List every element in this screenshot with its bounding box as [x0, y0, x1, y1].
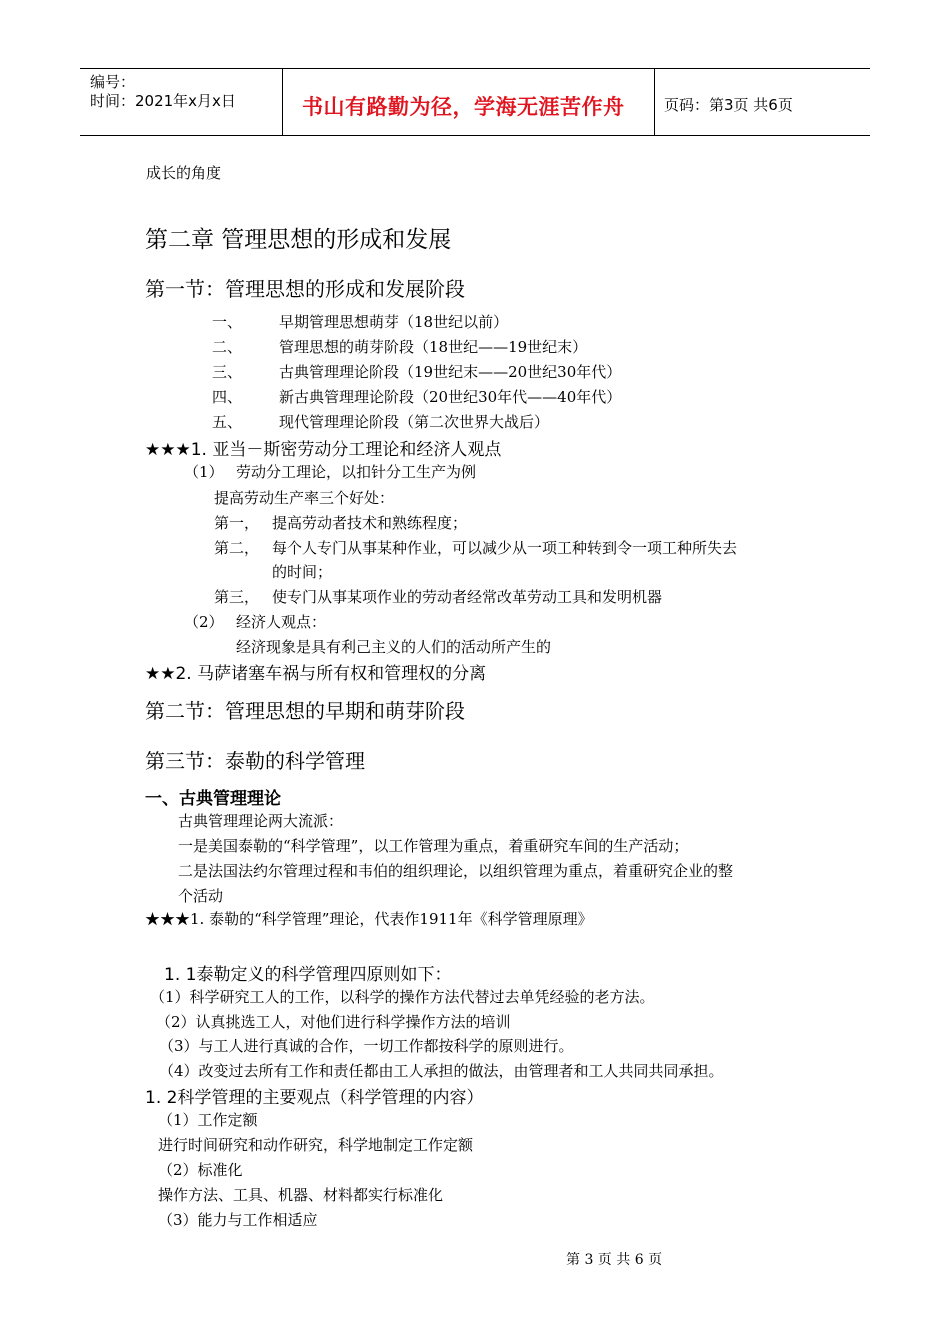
smith-item2-detail: 经济现象是具有利己主义的人们的活动所产生的 [236, 638, 552, 656]
principle-item: （2）认真挑选工人，对他们进行科学操作方法的培训 [156, 1013, 511, 1031]
stage-num: 一、 [212, 313, 243, 331]
footer-page-number: 第 3 页 共 6 页 [566, 1252, 663, 1268]
smith-item2-num: （2） [184, 613, 224, 631]
stage-text: 新古典管理理论阶段（20世纪30年代——40年代） [279, 388, 622, 406]
smith-heading: ★★★1. 亚当－斯密劳动分工理论和经济人观点 [145, 440, 502, 460]
benefit-label: 第二， [214, 539, 260, 557]
header-top-rule [80, 68, 870, 69]
benefit-text: 提高劳动者技术和熟练程度； [272, 514, 468, 532]
classic-heading: 一、古典管理理论 [145, 789, 281, 809]
classic-school-1: 一是美国泰勒的“科学管理”，以工作管理为重点，着重研究车间的生产活动； [178, 837, 689, 855]
header-bottom-rule [80, 135, 870, 136]
section1-title: 第一节：管理思想的形成和发展阶段 [145, 277, 465, 301]
section3-title: 第三节：泰勒的科学管理 [145, 749, 365, 773]
stage-num: 二、 [212, 338, 243, 356]
classic-intro: 古典管理理论两大流派： [178, 812, 344, 830]
view-detail: 操作方法、工具、机器、材料都实行标准化 [158, 1186, 444, 1204]
principle-item: （3）与工人进行真诚的合作，一切工作都按科学的原则进行。 [159, 1037, 574, 1055]
stage-text: 管理思想的萌芽阶段（18世纪——19世纪末） [279, 338, 588, 356]
smith-item2-text: 经济人观点： [236, 613, 327, 631]
classic-school-2-cont: 个活动 [178, 887, 224, 905]
stage-text: 早期管理思想萌芽（18世纪以前） [279, 313, 509, 331]
stage-num: 四、 [212, 388, 243, 406]
smith-item1-text: 劳动分工理论，以扣针分工生产为例 [236, 463, 477, 481]
intro-text: 成长的角度 [146, 164, 222, 182]
view-item: （1）工作定额 [158, 1111, 258, 1129]
mason-heading: ★★2. 马萨诸塞车祸与所有权和管理权的分离 [145, 664, 487, 684]
view-item: （2）标准化 [158, 1161, 243, 1179]
benefit-text: 使专门从事某项作业的劳动者经常改革劳动工具和发明机器 [272, 588, 663, 606]
view-detail: 进行时间研究和动作研究，科学地制定工作定额 [158, 1136, 474, 1154]
header-divider-left [282, 68, 283, 136]
views-heading: 1. 2科学管理的主要观点（科学管理的内容） [145, 1088, 484, 1108]
benefit-label: 第一， [214, 514, 260, 532]
view-item: （3）能力与工作相适应 [158, 1211, 318, 1229]
benefit-text-cont: 的时间； [272, 563, 333, 581]
section2-title: 第二节：管理思想的早期和萌芽阶段 [145, 699, 465, 723]
benefit-label: 第三， [214, 588, 260, 606]
stage-num: 五、 [212, 413, 243, 431]
principles-heading: 1. 1泰勒定义的科学管理四原则如下： [164, 965, 452, 985]
taylor-heading: ★★★1. 泰勒的“科学管理”理论，代表作1911年《科学管理原理》 [145, 910, 593, 928]
benefit-text: 每个人专门从事某种作业，可以减少从一项工种转到令一项工种所失去 [272, 539, 738, 557]
classic-school-2: 二是法国法约尔管理过程和韦伯的组织理论，以组织管理为重点，着重研究企业的整 [178, 862, 734, 880]
header-page-info: 页码：第3页 共6页 [664, 96, 793, 114]
header-divider-right [654, 68, 655, 136]
header-serial-label: 编号： [90, 73, 136, 91]
smith-item1-num: （1） [184, 463, 224, 481]
principle-item: （1）科学研究工人的工作，以科学的操作方法代替过去单凭经验的老方法。 [150, 988, 655, 1006]
stage-num: 三、 [212, 363, 243, 381]
header-motto: 书山有路勤为径，学海无涯苦作舟 [302, 95, 625, 119]
smith-benefits: 提高劳动生产率三个好处： [214, 489, 395, 507]
header-date: 时间：2021年x月x日 [90, 92, 236, 110]
stage-text: 现代管理理论阶段（第二次世界大战后） [279, 413, 550, 431]
stage-text: 古典管理理论阶段（19世纪末——20世纪30年代） [279, 363, 622, 381]
principle-item: （4）改变过去所有工作和责任都由工人承担的做法，由管理者和工人共同共同承担。 [159, 1062, 724, 1080]
chapter-title: 第二章 管理思想的形成和发展 [145, 227, 452, 253]
